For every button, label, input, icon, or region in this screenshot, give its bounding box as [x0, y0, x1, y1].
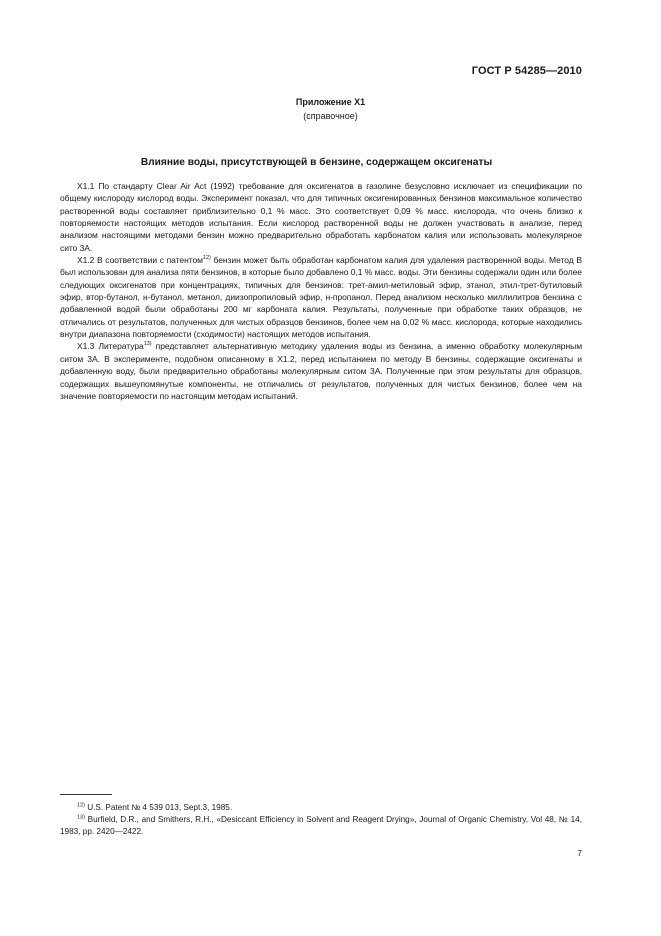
- footnotes: [60, 802, 582, 839]
- footnote-ref-12: 12): [202, 255, 211, 262]
- footnote-divider: [60, 794, 112, 795]
- footnote-13-number: 13): [77, 814, 85, 821]
- paragraph-x1-2: [60, 254, 582, 340]
- document-code: ГОСТ Р 54285—2010: [471, 65, 582, 77]
- footnote-ref-13: 13): [143, 341, 152, 348]
- body-text: [60, 180, 582, 402]
- paragraph-x1-1-text: X1.1 По стандарту Clear Air Act (1992) требование для оксигенатов в газолине безусловно исключает из спецификации по общему кислороду кислород воды. Эксперимент показал, что для типичных оксигенированных бензинов максимальное количество растворенной воды составляет приблизительно 0,1 % масс. Это соответствует 0,09 % масс. кислорода, что очень близко к повторяемости настоящих методов испытания. Если кислород растворенной воды не должен участвовать в анализе, перед анализом настоящими методами бензин можно предварительно обработать карбонатом калия или использовать молекулярное сито 3А.: [60, 181, 582, 253]
- paragraph-x1-1: [60, 180, 582, 254]
- footnote-12-number: 12): [77, 802, 85, 809]
- paragraph-x1-2-start: X1.2 В соответствии с патентом: [77, 255, 203, 266]
- footnote-12-text: U.S. Patent № 4 539 013, Sept.3, 1985.: [87, 803, 233, 812]
- footnote-13-text: Burfield, D.R., and Smithers, R.H., «Desiccant Efficiency in Solvent and Reagent Drying», Journal of Organic Chemistry, Vol 48, № 14, 1983, pp. 2420—2422.: [60, 815, 582, 837]
- paragraph-x1-2-rest: бензин может быть обработан карбонатом калия для удаления растворенной воды. Метод В был использован для анализа пяти бензинов, в которые было добавлено 0,1 % масс. воды. Эти бензины содержали один или более следующих оксигенатов при концентрациях, типичных для бензинов: трет-амил-метиловый эфир, этанол, этил-трет-бутиловый эфир, втор-бутанол, н-бутанол, метанол, диизопропиловый эфир, н-пропанол. Перед анализом несколько миллилитров бензина с добавленной водой были обработаны 200 мг карбоната калия. Результаты, полученные при обработке таких образцов, не отличались от результатов, полученных для чистых образцов бензинов, более чем на 0,02 % масс. кислорода, которые находились внутри диапазона повторяемости (сходимости) настоящих методов испытания.: [60, 255, 582, 340]
- annex-type: (справочное): [303, 111, 358, 121]
- paragraph-x1-3-start: X1.3 Литература: [77, 341, 144, 352]
- page-number: 7: [577, 848, 582, 858]
- annex-heading: [0, 95, 661, 123]
- section-title: Влияние воды, присутствующей в бензине, содержащем оксигенаты: [140, 157, 493, 168]
- footnote-13: [60, 814, 582, 838]
- footnote-12: [60, 802, 582, 814]
- paragraph-x1-3: [60, 340, 582, 402]
- annex-label: Приложение X1: [295, 97, 366, 107]
- paragraph-x1-3-rest: представляет альтернативную методику удаления воды из бензина, а именно обработку молекулярным ситом 3А. В эксперименте, подобном описанному в X1.2, перед испытанием по методу В бензины, содержащие оксигенаты и добавленную воду, были предварительно обработаны молекулярным ситом 3А. Полученные при этом результаты для образцов, содержащих вышеупомянутые компоненты, не отличались от результатов, полученных для чистых бензинов, более чем на значение повторяемости по настоящим методам испытаний.: [60, 341, 582, 401]
